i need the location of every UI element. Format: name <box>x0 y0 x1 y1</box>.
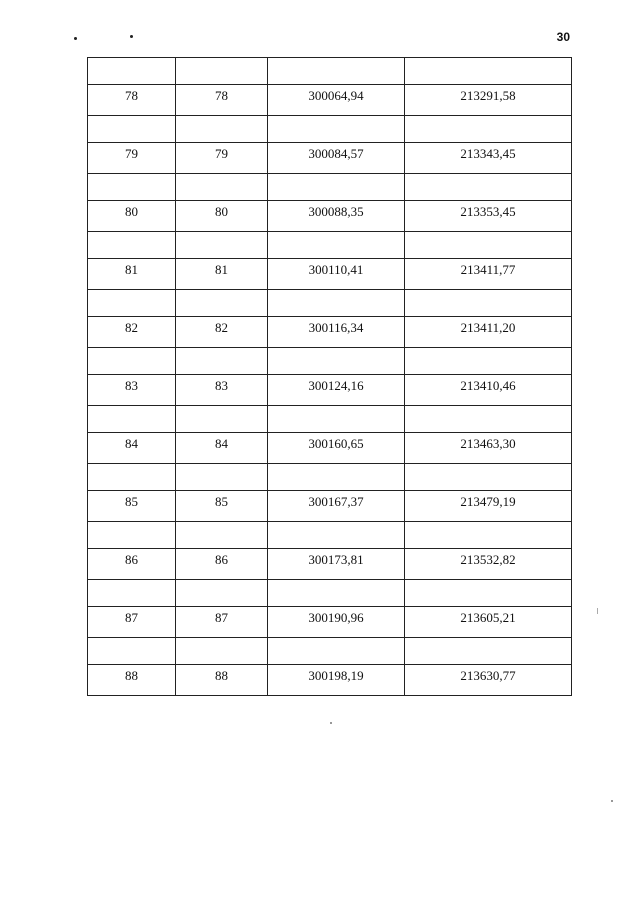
point-number-cell: 86 <box>88 549 176 580</box>
empty-cell <box>176 406 268 433</box>
point-number-cell: 79 <box>88 143 176 174</box>
point-id-cell: 84 <box>176 433 268 464</box>
empty-cell <box>176 348 268 375</box>
x-coordinate-cell: 300088,35 <box>268 201 405 232</box>
point-id-cell: 78 <box>176 85 268 116</box>
x-coordinate-cell: 300084,57 <box>268 143 405 174</box>
scan-speck <box>330 722 332 724</box>
empty-cell <box>88 580 176 607</box>
empty-cell <box>176 174 268 201</box>
empty-cell <box>176 290 268 317</box>
empty-cell <box>405 58 572 85</box>
point-number-cell: 81 <box>88 259 176 290</box>
coordinates-table <box>87 57 572 696</box>
empty-cell <box>176 580 268 607</box>
x-coordinate-cell: 300160,65 <box>268 433 405 464</box>
y-coordinate-cell: 213353,45 <box>405 201 572 232</box>
y-coordinate-cell: 213410,46 <box>405 375 572 406</box>
empty-cell <box>88 348 176 375</box>
empty-cell <box>405 116 572 143</box>
x-coordinate-cell: 300110,41 <box>268 259 405 290</box>
point-number-cell: 78 <box>88 85 176 116</box>
empty-cell <box>176 58 268 85</box>
point-number-cell: 80 <box>88 201 176 232</box>
table-spacer-row <box>88 58 572 85</box>
point-id-cell: 85 <box>176 491 268 522</box>
empty-cell <box>88 116 176 143</box>
coordinates-table-body <box>88 58 572 696</box>
empty-cell <box>268 232 405 259</box>
y-coordinate-cell: 213479,19 <box>405 491 572 522</box>
x-coordinate-cell: 300064,94 <box>268 85 405 116</box>
empty-cell <box>268 522 405 549</box>
table-row <box>88 491 572 522</box>
table-spacer-row <box>88 232 572 259</box>
y-coordinate-cell: 213605,21 <box>405 607 572 638</box>
empty-cell <box>88 290 176 317</box>
x-coordinate-cell: 300116,34 <box>268 317 405 348</box>
x-coordinate-cell: 300124,16 <box>268 375 405 406</box>
point-id-cell: 88 <box>176 665 268 696</box>
scan-speck <box>597 608 598 614</box>
point-id-cell: 81 <box>176 259 268 290</box>
empty-cell <box>268 580 405 607</box>
y-coordinate-cell: 213291,58 <box>405 85 572 116</box>
empty-cell <box>405 232 572 259</box>
empty-cell <box>176 638 268 665</box>
point-number-cell: 87 <box>88 607 176 638</box>
empty-cell <box>405 406 572 433</box>
table-row <box>88 143 572 174</box>
point-id-cell: 79 <box>176 143 268 174</box>
y-coordinate-cell: 213343,45 <box>405 143 572 174</box>
empty-cell <box>405 174 572 201</box>
empty-cell <box>88 232 176 259</box>
empty-cell <box>268 638 405 665</box>
empty-cell <box>268 116 405 143</box>
table-spacer-row <box>88 174 572 201</box>
table-row <box>88 259 572 290</box>
table-spacer-row <box>88 464 572 491</box>
x-coordinate-cell: 300167,37 <box>268 491 405 522</box>
empty-cell <box>405 290 572 317</box>
table-spacer-row <box>88 290 572 317</box>
page-number: 30 <box>556 30 570 44</box>
table-spacer-row <box>88 638 572 665</box>
table-spacer-row <box>88 406 572 433</box>
empty-cell <box>88 464 176 491</box>
table-row <box>88 665 572 696</box>
table-spacer-row <box>88 522 572 549</box>
point-id-cell: 86 <box>176 549 268 580</box>
empty-cell <box>88 174 176 201</box>
point-id-cell: 82 <box>176 317 268 348</box>
point-number-cell: 82 <box>88 317 176 348</box>
empty-cell <box>88 406 176 433</box>
table-row <box>88 375 572 406</box>
point-number-cell: 85 <box>88 491 176 522</box>
y-coordinate-cell: 213532,82 <box>405 549 572 580</box>
y-coordinate-cell: 213411,77 <box>405 259 572 290</box>
table-row <box>88 433 572 464</box>
scan-speck <box>611 800 613 802</box>
point-number-cell: 83 <box>88 375 176 406</box>
empty-cell <box>268 348 405 375</box>
empty-cell <box>268 290 405 317</box>
empty-cell <box>268 464 405 491</box>
point-id-cell: 83 <box>176 375 268 406</box>
point-id-cell: 80 <box>176 201 268 232</box>
empty-cell <box>88 58 176 85</box>
x-coordinate-cell: 300198,19 <box>268 665 405 696</box>
empty-cell <box>176 464 268 491</box>
empty-cell <box>88 638 176 665</box>
empty-cell <box>268 174 405 201</box>
table-row <box>88 607 572 638</box>
empty-cell <box>176 116 268 143</box>
scan-speck <box>130 35 133 38</box>
y-coordinate-cell: 213463,30 <box>405 433 572 464</box>
table-row <box>88 549 572 580</box>
point-number-cell: 84 <box>88 433 176 464</box>
empty-cell <box>405 348 572 375</box>
empty-cell <box>176 522 268 549</box>
scan-speck <box>74 37 77 40</box>
x-coordinate-cell: 300190,96 <box>268 607 405 638</box>
empty-cell <box>176 232 268 259</box>
table-spacer-row <box>88 348 572 375</box>
table-row <box>88 201 572 232</box>
empty-cell <box>405 638 572 665</box>
y-coordinate-cell: 213411,20 <box>405 317 572 348</box>
x-coordinate-cell: 300173,81 <box>268 549 405 580</box>
table-spacer-row <box>88 580 572 607</box>
empty-cell <box>88 522 176 549</box>
empty-cell <box>405 580 572 607</box>
table-spacer-row <box>88 116 572 143</box>
empty-cell <box>405 522 572 549</box>
table-row <box>88 317 572 348</box>
empty-cell <box>268 406 405 433</box>
point-id-cell: 87 <box>176 607 268 638</box>
y-coordinate-cell: 213630,77 <box>405 665 572 696</box>
empty-cell <box>405 464 572 491</box>
table-row <box>88 85 572 116</box>
point-number-cell: 88 <box>88 665 176 696</box>
empty-cell <box>268 58 405 85</box>
